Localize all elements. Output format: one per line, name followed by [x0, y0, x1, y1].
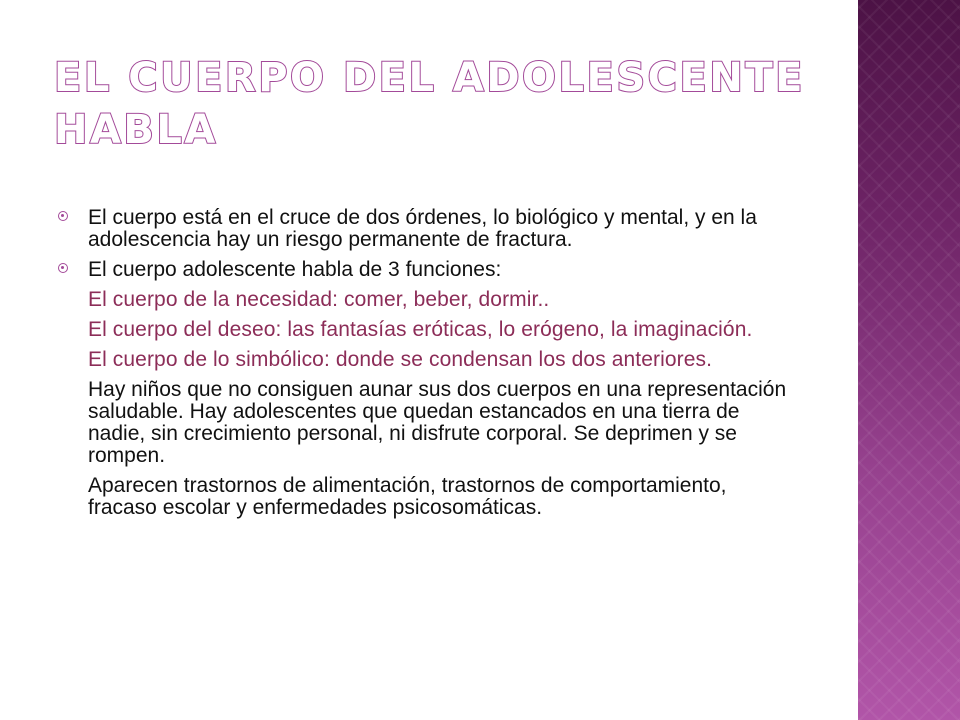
sub-item-simbolico	[58, 349, 798, 371]
paragraph-text: El cuerpo adolescente habla de 3 funciones:	[88, 258, 502, 281]
sub-item-deseo	[58, 319, 798, 341]
decorative-sidebar	[858, 0, 960, 720]
paragraph-text: El cuerpo de la necesidad: comer, beber, dormir..	[88, 288, 550, 311]
paragraph-1	[58, 207, 798, 251]
circle-bullet-icon	[58, 263, 68, 273]
paragraph-text: Aparecen trastornos de alimentación, trastornos de comportamiento, fracaso escolar y enfermedades psicosomáticas.	[88, 474, 727, 519]
paragraph-text: El cuerpo de lo simbólico: donde se condensan los dos anteriores.	[88, 348, 713, 371]
paragraph-text: El cuerpo está en el cruce de dos órdenes, lo biológico y mental, y en la adolescencia hay un riesgo permanente de fractura.	[88, 206, 757, 251]
paragraph-2	[58, 259, 798, 281]
slide-content	[58, 207, 798, 527]
paragraph-trastornos	[58, 475, 798, 519]
sub-item-necesidad	[58, 289, 798, 311]
slide-title: EL CUERPO DEL ADOLESCENTE HABLA	[54, 55, 805, 153]
paragraph-ninos	[58, 379, 798, 467]
paragraph-text: Hay niños que no consiguen aunar sus dos cuerpos en una representación saludable. Hay adolescentes que quedan estancados en una tierra de nadie, sin crecimiento personal, ni disfrute corporal. Se deprimen y se rompen.	[88, 378, 787, 467]
paragraph-text: El cuerpo del deseo: las fantasías eróticas, lo erógeno, la imaginación.	[88, 318, 753, 341]
circle-bullet-icon	[58, 211, 68, 221]
